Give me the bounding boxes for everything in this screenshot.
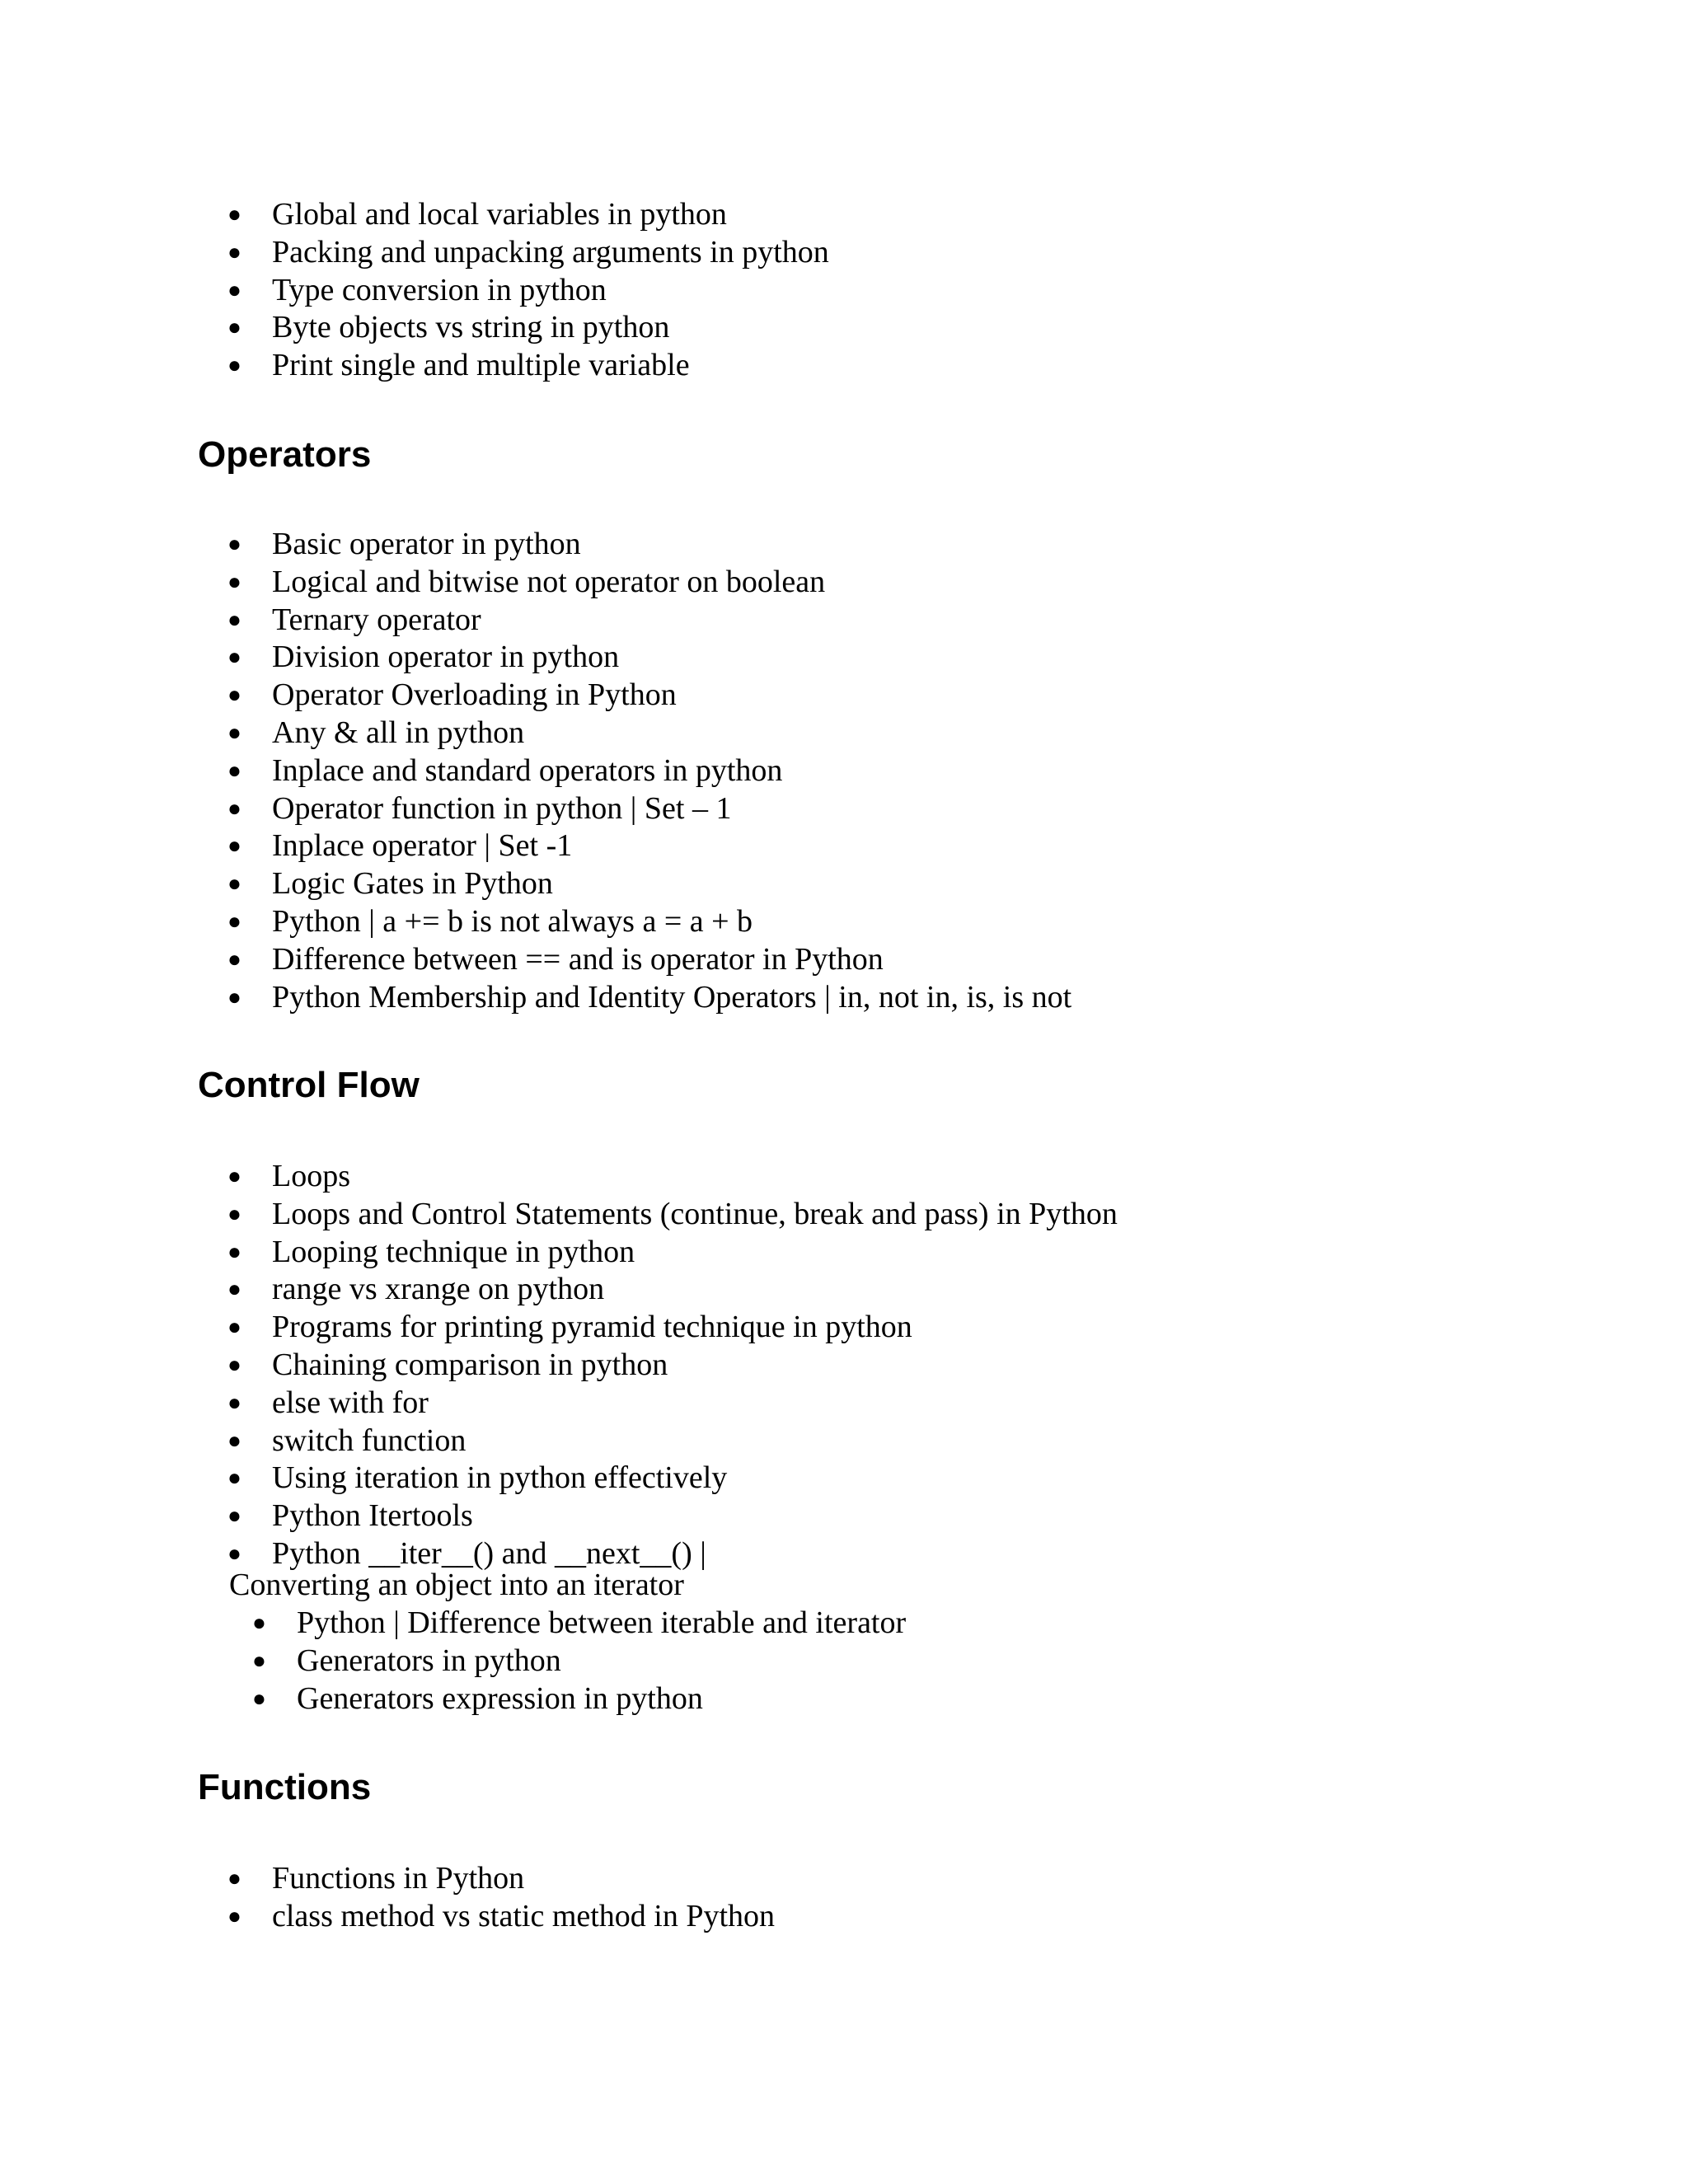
list-item: ● Python | Difference between iterable and iterator [223,1605,906,1643]
bullet-icon: ● [227,1164,241,1189]
bullet-icon: ● [227,277,241,303]
heading-operators: Operators [198,434,372,475]
bullet-icon: ● [227,946,241,972]
bullet-icon: ● [227,239,241,265]
list-item: ● Difference between == and is operator in Python [198,941,1071,979]
list-item: ● Python | a += b is not always a = a + b [198,903,1071,941]
bullet-icon: ● [227,202,241,227]
list-item: ● Generators expression in python [223,1680,906,1718]
bullet-icon: ● [227,1427,241,1454]
list-item: ● switch function [198,1422,1118,1460]
bullet-icon: ● [227,644,241,671]
list-item: ● range vs xrange on python [198,1271,1118,1309]
bullet-icon: ● [227,833,241,860]
list-operators [198,526,1071,1016]
list-item: ● Any & all in python [198,715,1071,752]
list-item: ● else with for [198,1385,1118,1422]
list-item: ● Print single and multiple variable [198,347,829,385]
list-item: ● Loops [198,1158,1118,1196]
list-item: ● Programs for printing pyramid technique in python [198,1309,1118,1347]
list-item: ● Python __iter__() and __next__() | [198,1535,1118,1573]
list-control-flow-sub [223,1605,906,1718]
list-item: ● Python Membership and Identity Operators | in, not in, is, is not [198,979,1071,1017]
bullet-icon: ● [227,682,241,709]
bullet-icon: ● [227,795,241,822]
bullet-icon: ● [227,315,241,341]
bullet-icon: ● [252,1685,266,1712]
list-item: ● Chaining comparison in python [198,1347,1118,1385]
list-item: ● Ternary operator [198,602,1071,640]
bullet-icon: ● [227,1540,241,1567]
bullet-icon: ● [227,1903,241,1929]
list-item: ● Using iteration in python effectively [198,1460,1118,1497]
list-item: ● Operator function in python | Set – 1 [198,790,1071,828]
heading-control-flow: Control Flow [198,1065,420,1105]
bullet-icon: ● [227,1315,241,1341]
bullet-icon: ● [227,757,241,784]
list-item: ● Type conversion in python [198,272,829,310]
list-item: ● Loops and Control Statements (continue, break and pass) in Python [198,1196,1118,1234]
bullet-icon: ● [252,1647,266,1674]
bullet-icon: ● [227,353,241,379]
bullet-icon: ● [227,532,241,557]
list-item-continuation: Converting an object into an iterator [229,1568,684,1602]
bullet-icon: ● [227,1239,241,1265]
list-control-flow [198,1158,1118,1573]
list-top [198,196,829,385]
list-functions [198,1860,775,1936]
bullet-icon: ● [227,1201,241,1227]
list-item: ● class method vs static method in Python [198,1898,775,1936]
bullet-icon: ● [227,1277,241,1303]
bullet-icon: ● [227,984,241,1010]
list-item: ● Byte objects vs string in python [198,309,829,347]
list-item: ● Logic Gates in Python [198,865,1071,903]
list-item: ● Functions in Python [198,1860,775,1898]
list-item: ● Operator Overloading in Python [198,677,1071,715]
bullet-icon: ● [227,1352,241,1378]
bullet-icon: ● [227,908,241,935]
list-item: ● Inplace operator | Set -1 [198,827,1071,865]
list-item: ● Generators in python [223,1643,906,1680]
bullet-icon: ● [227,1503,241,1530]
list-item: ● Python Itertools [198,1497,1118,1535]
list-item: ● Packing and unpacking arguments in python [198,234,829,272]
list-item: ● Looping technique in python [198,1234,1118,1272]
bullet-icon: ● [227,1465,241,1492]
list-item: ● Basic operator in python [198,526,1071,564]
list-item: ● Division operator in python [198,639,1071,677]
bullet-icon: ● [227,607,241,633]
bullet-icon: ● [227,871,241,898]
list-item: ● Logical and bitwise not operator on boolean [198,564,1071,602]
list-item: ● Inplace and standard operators in python [198,752,1071,790]
heading-functions: Functions [198,1767,372,1807]
bullet-icon: ● [227,1390,241,1416]
bullet-icon: ● [227,719,241,746]
bullet-icon: ● [227,1866,241,1891]
bullet-icon: ● [252,1610,266,1636]
bullet-icon: ● [227,569,241,595]
list-item: ● Global and local variables in python [198,196,829,234]
